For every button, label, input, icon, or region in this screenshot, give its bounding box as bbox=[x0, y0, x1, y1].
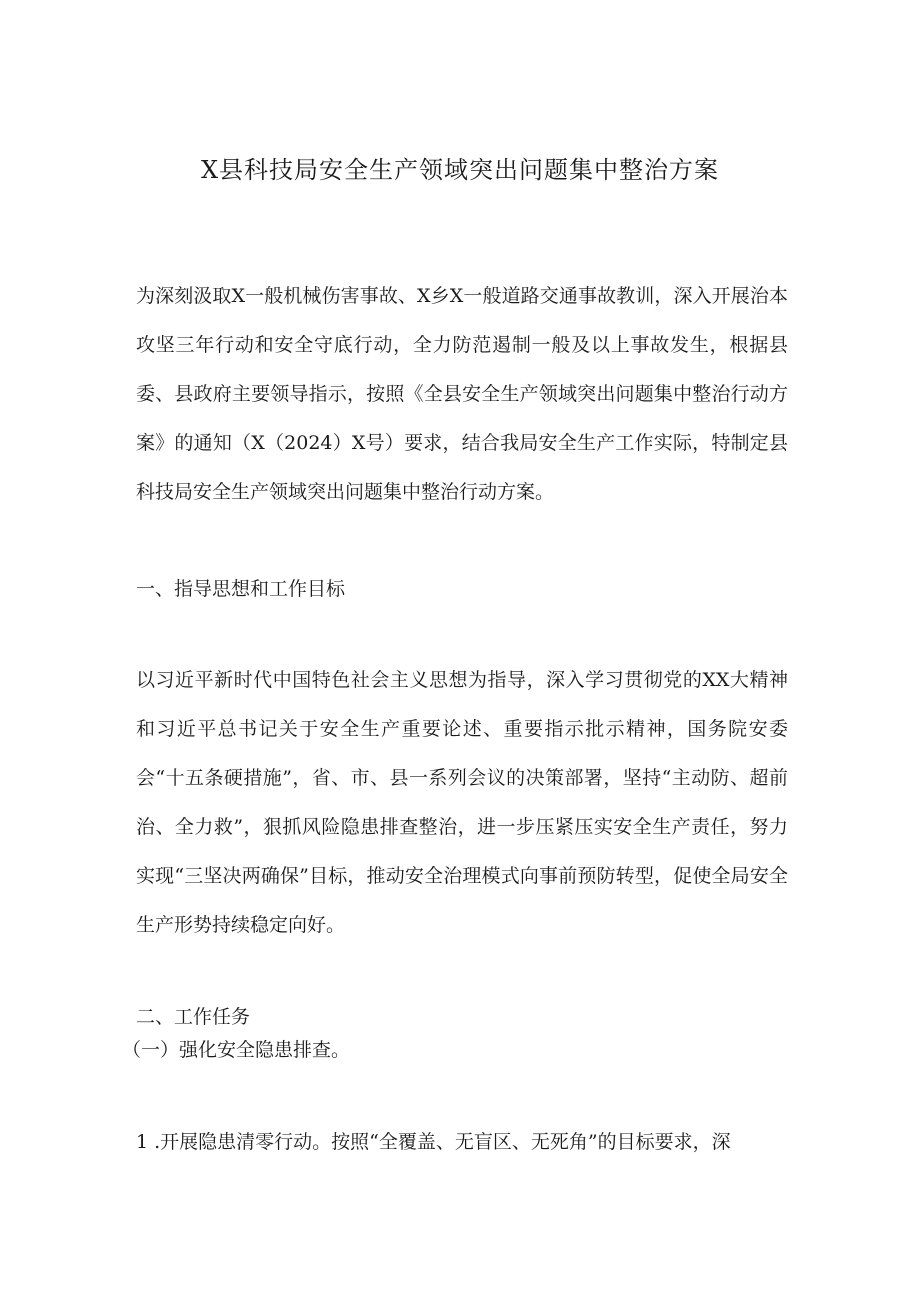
document-title: X县科技局安全生产领域突出问题集中整治方案 bbox=[200, 156, 720, 184]
list-item-hazard-clearance: 1 .开展隐患清零行动。按照“全覆盖、无盲区、无死角”的目标要求，深 bbox=[136, 1131, 731, 1153]
section-heading-work-tasks: 二、工作任务 bbox=[136, 1006, 251, 1028]
subsection-heading-hazard-inspection: （一）强化安全隐患排查。 bbox=[122, 1039, 351, 1061]
intro-paragraph: 为深刻汲取X一般机械伤害事故、X乡X一般道路交通事故教训，深入开展治本攻坚三年行动和安全守底行动，全力防范遏制一般及以上事故发生，根据县委、县政府主要领导指示，按照《全县安全生产领域突出问题集中整治行动方案》的通知（X（2024）X号）要求，结合我局安全生产工作实际，特制定县科技局安全生产领域突出问题集中整治行动方案。 bbox=[136, 285, 788, 503]
section-heading-guiding-thought: 一、指导思想和工作目标 bbox=[136, 578, 346, 600]
guiding-thought-paragraph: 以习近平新时代中国特色社会主义思想为指导，深入学习贯彻党的XX大精神和习近平总书记关于安全生产重要论述、重要指示批示精神，国务院安委会“十五条硬措施”，省、市、县一系列会议的决策部署，坚持“主动防、超前治、全力救”，狠抓风险隐患排查整治，进一步压紧压实安全生产责任，努力实现“三坚决两确保”目标，推动安全治理模式向事前预防转型，促使全局安全生产形势持续稳定向好。 bbox=[136, 669, 788, 936]
